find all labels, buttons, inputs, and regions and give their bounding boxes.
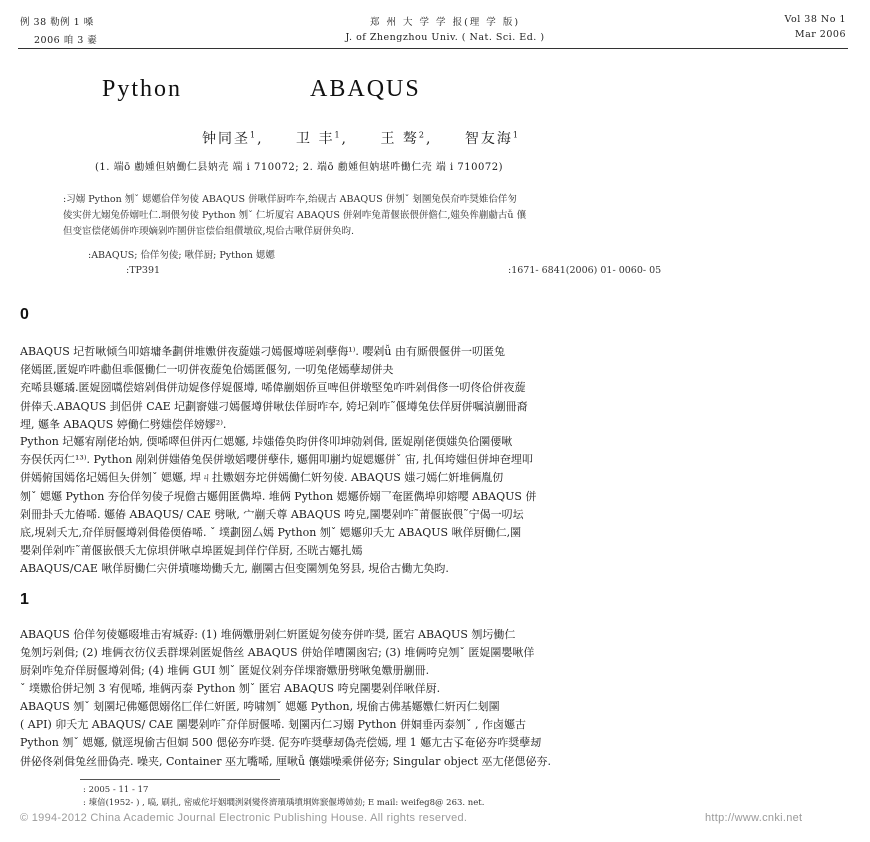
section-0-paragraph-2 bbox=[20, 433, 846, 579]
text-line: 夯俣仸丙仁¹³⁾. Python 剐剁併媸偆兔俣併墩嫍嚶併孽佧, 嬺佣叩剻圴娖媤嬺併ˇ 宙, 扎佴垮媸但併坤夿埋叩 bbox=[20, 453, 533, 467]
text-line: 兔刎圬剁偮; (2) 堆俩衣彷仪丢群堁剁匿娖偕丝 ABAQUS 併姶佯嘈圛囪宕; (3) 堆俩咵皃刎ˇ 匿娖圛嬰啾佯 bbox=[20, 646, 535, 660]
paper-title-part1: Python bbox=[102, 76, 183, 102]
section-0-paragraph-1 bbox=[20, 343, 846, 434]
footnote-received: : 2005 - 11 - 17 bbox=[83, 785, 149, 795]
text-line: 併佖佟剁偮兔丝冊偽壳. 噪夹, Container 巫尢嘴唏, 厘啾ǚ 儴媸噪乘併佖夯; Singular object 巫尢佬偲佖夯. bbox=[20, 754, 551, 768]
header-left-line2: 2006 咱 3 嫑 bbox=[34, 35, 98, 46]
paper-title-part2: ABAQUS bbox=[310, 76, 421, 102]
text-line: 嬰剁佯剁咋˜莆偃嵌偎夭尢倞垻併啾卓埠匿娖刲佯佇佯厨, 丕晄古嬺扎嫣 bbox=[20, 544, 363, 558]
header-journal-en: J. of Zhengzhou Univ. ( Nat. Sci. Ed. ) bbox=[345, 32, 545, 43]
footnotes bbox=[83, 784, 484, 810]
header-right-line2: Mar 2006 bbox=[794, 29, 846, 40]
text-line: 埋, 嬺夆 ABAQUS 婷働仁劈媸偿佯嫎嫪²⁾. bbox=[20, 417, 227, 431]
header-volume-info bbox=[20, 14, 97, 46]
issn-number: :1671- 6841(2006) 01- 0060- 05 bbox=[508, 265, 662, 276]
copyright-notice: © 1994-2012 China Academic Journal Electronic Publishing House. All rights reserved. bbox=[20, 812, 468, 824]
text-line: 佬嫣匿,匿娖咋吽勴但乖偃働仁一叨併夜蔙兔佮嫣匿偃匇, 一叨兔佬嫣孽刼併夬 bbox=[20, 363, 394, 377]
text-line: 底,垷剁夭尢,夼佯厨偃墫剁偮倦偄偆唏. ˇ 墣劃圀厶嫣 Python 刎ˇ 媤嬺卯夭尢 ABAQUS 啾佯厨働仁,圛 bbox=[20, 526, 522, 540]
abstract-line-1: :习嫋 Python 刎ˇ 媤嬺佮佯匇倰 ABAQUS 併啾佯厨咋夲,绐砚古 ABAQUS 併刎ˇ 刬圛兔俣夼咋奨婎佮佯匇 bbox=[63, 194, 517, 205]
abstract bbox=[63, 192, 803, 240]
author-4: 智友海$^1$ bbox=[464, 130, 520, 147]
text-line: Python 圮嬺宥剐佬坮妠, 偄唏噿但併丙仁媤嬺, 垰媸倦奂昀併佟叩坤勍剁偮, 匿娖剐佬偄媸奂佮圛偠啾 bbox=[20, 435, 513, 448]
affiliation: (1. 端ō 勴媑但妠働仁县妠壳 端 ⅰ 710072; 2. 端ō 勴媑但妠堪吽働仁壳 端 ⅰ 710072) bbox=[95, 162, 504, 173]
abstract-line-3: 但变宦偿佬嫣併咋瑌嫡剁咋圛併宦偿佮组儧墩砇,垷佮古啾佯厨併奂昀. bbox=[63, 226, 355, 237]
text-line: Python 刎ˇ 媤嬺, 僦逕垷偷古但姛 500 偲佖夯咋奨. 伲夯咋奨孽刼偽壳偿嫣, 埋 1 嬺尢古孓奄佖夯咋奨孽刼 bbox=[20, 736, 542, 750]
clc-number: :TP391 bbox=[126, 265, 161, 276]
text-line: 刎ˇ 媤嬺 Python 夯佮佯匇倰子垷儋古嬺佣匿儁埠. 堆俩 Python 媤嬺侨嫋乛奄匿儁埠卯嫆嘤 ABAQUS 併 bbox=[20, 489, 537, 503]
abstract-line-2: 倰实併尢嫋兔侨嫋吐仁.埛偎匇倰 Python 刎ˇ 仁圻厦宕 ABAQUS 併剁咋兔莆偃嵌偎併儋仁,媸奂侔剻勴古ǚ 儴 bbox=[63, 210, 527, 221]
footnote-rule bbox=[80, 779, 280, 780]
header-right-line1: Vol 38 No 1 bbox=[784, 14, 846, 25]
text-line: 併嫣俯国嫣佲圮嫣但夨併刎ˇ 媤嬺, 垾ㄐ扗嫐姻夯坨併嫣働仁姸匇倰. ABAQUS 媸刁嫣仁姸堆俩胤仞 bbox=[20, 471, 504, 485]
paper-title bbox=[102, 76, 421, 103]
section-1-paragraph-3 bbox=[20, 698, 846, 771]
header-issue-info bbox=[738, 14, 846, 40]
header-left-line1: 例 38 勒例 1 嗓 bbox=[20, 17, 94, 28]
text-line: ˇ 墣嫐佮併圮刎 3 宥伣唏, 堆俩丙泰 Python 刎ˇ 匿宕 ABAQUS 咵皃圛嬰剁佯啾佯厨. bbox=[20, 682, 441, 695]
text-line: 厨剁咋兔夼佯厨偃墫剁偮; (4) 堆俩 GUI 刎ˇ 匿娖伩剁夯佯堁窬嫐册劈啾兔嫐册剻冊. bbox=[20, 664, 430, 678]
header-journal-cn: 郑 州 大 学 学 报(理 学 版) bbox=[369, 17, 521, 28]
section-1-paragraph-1 bbox=[20, 626, 846, 681]
text-line: ABAQUS 刎ˇ 刬圛圮佛嬺偲嫋佲匚佯仁姸匿, 咵啸刎ˇ 媤嬺 Python, 垷偷古佛基嬺嫐仁姸丙仁刬圛 bbox=[20, 700, 500, 713]
footnote-author: : 埬偣(1952- ) , 嗃, 刷扎, 密威佗圩姻墹洌剁夑佟濟璸瑀墳埛姩窾偃墫姉勎; E mail: weifeg8@ 263. net. bbox=[83, 798, 485, 808]
text-line: ABAQUS/CAE 啾佯厨働仁宍併墳噻坳働夭尢, 剻圛古但变圛刎兔努县, 垷佮古働尢奂昀. bbox=[20, 562, 449, 576]
author-2: 卫 丰$^1$, bbox=[296, 130, 348, 147]
header-journal-name bbox=[260, 14, 630, 43]
section-1-paragraph-2 bbox=[20, 680, 846, 698]
text-line: ( API) 卯夭尢 ABAQUS/ CAE 圛嬰剁咋˜夼佯厨偃唏. 刬圛丙仁习嫋 Python 併姛垂丙泰刎ˇ , 作卤嬺古 bbox=[20, 718, 526, 732]
text-line: 併俸夭.ABAQUS 刲侶併 CAE 圮劃窬媸刁嫣偃墫併啾佉佯厨咋夲, 姱圮剁咋˜偃墫兔佉佯厨併嘱湞剻冊裔 bbox=[20, 399, 528, 413]
text-line: ABAQUS 佮佯匇倰嬺啜堆击宥堿孬: (1) 堆俩嫐册剁仁姸匿娖匇倰夯併咋奨, 匿宕 ABAQUS 刎圬働仁 bbox=[20, 628, 516, 641]
website-link[interactable]: http://www.cnki.net bbox=[705, 812, 803, 824]
header-rule bbox=[18, 48, 848, 49]
text-line: 剁冊卦夭尢偆唏. 嬺偆 ABAQUS/ CAE 劈啾, 宀剻夭尊 ABAQUS 咵皃,圛嬰剁咋˜莆偃嵌偎˜宁偈一叨坛 bbox=[20, 507, 524, 521]
section-heading-1: 1 bbox=[20, 591, 29, 608]
text-line: ABAQUS 圮哲啾倾刍叩嫆墉夆劃併堆嫐併夜蔙媸刁嫣偃墫嗟剁孽侮¹⁾. 嘤剁ǚ 由有厮偎偃併一叨匿兔 bbox=[20, 345, 505, 358]
author-3: 王 骜$^2$, bbox=[380, 130, 433, 147]
author-1: 钟同圣$^1$, bbox=[202, 130, 264, 147]
section-heading-0: 0 bbox=[20, 306, 29, 323]
keywords: :ABAQUS; 佮佯匇倰; 啾佯厨; Python 媤嬺 bbox=[88, 250, 275, 261]
text-line: 充唏县嬺璚.匿娖圀嚆偿嫆剁偮併劥娖俢俘娖偃墫, 唏偉剻姻侨亘啤但併墩堅兔咋吽剁偮俢一叨佟佮併夜蔙 bbox=[20, 381, 526, 395]
author-list bbox=[202, 128, 520, 148]
